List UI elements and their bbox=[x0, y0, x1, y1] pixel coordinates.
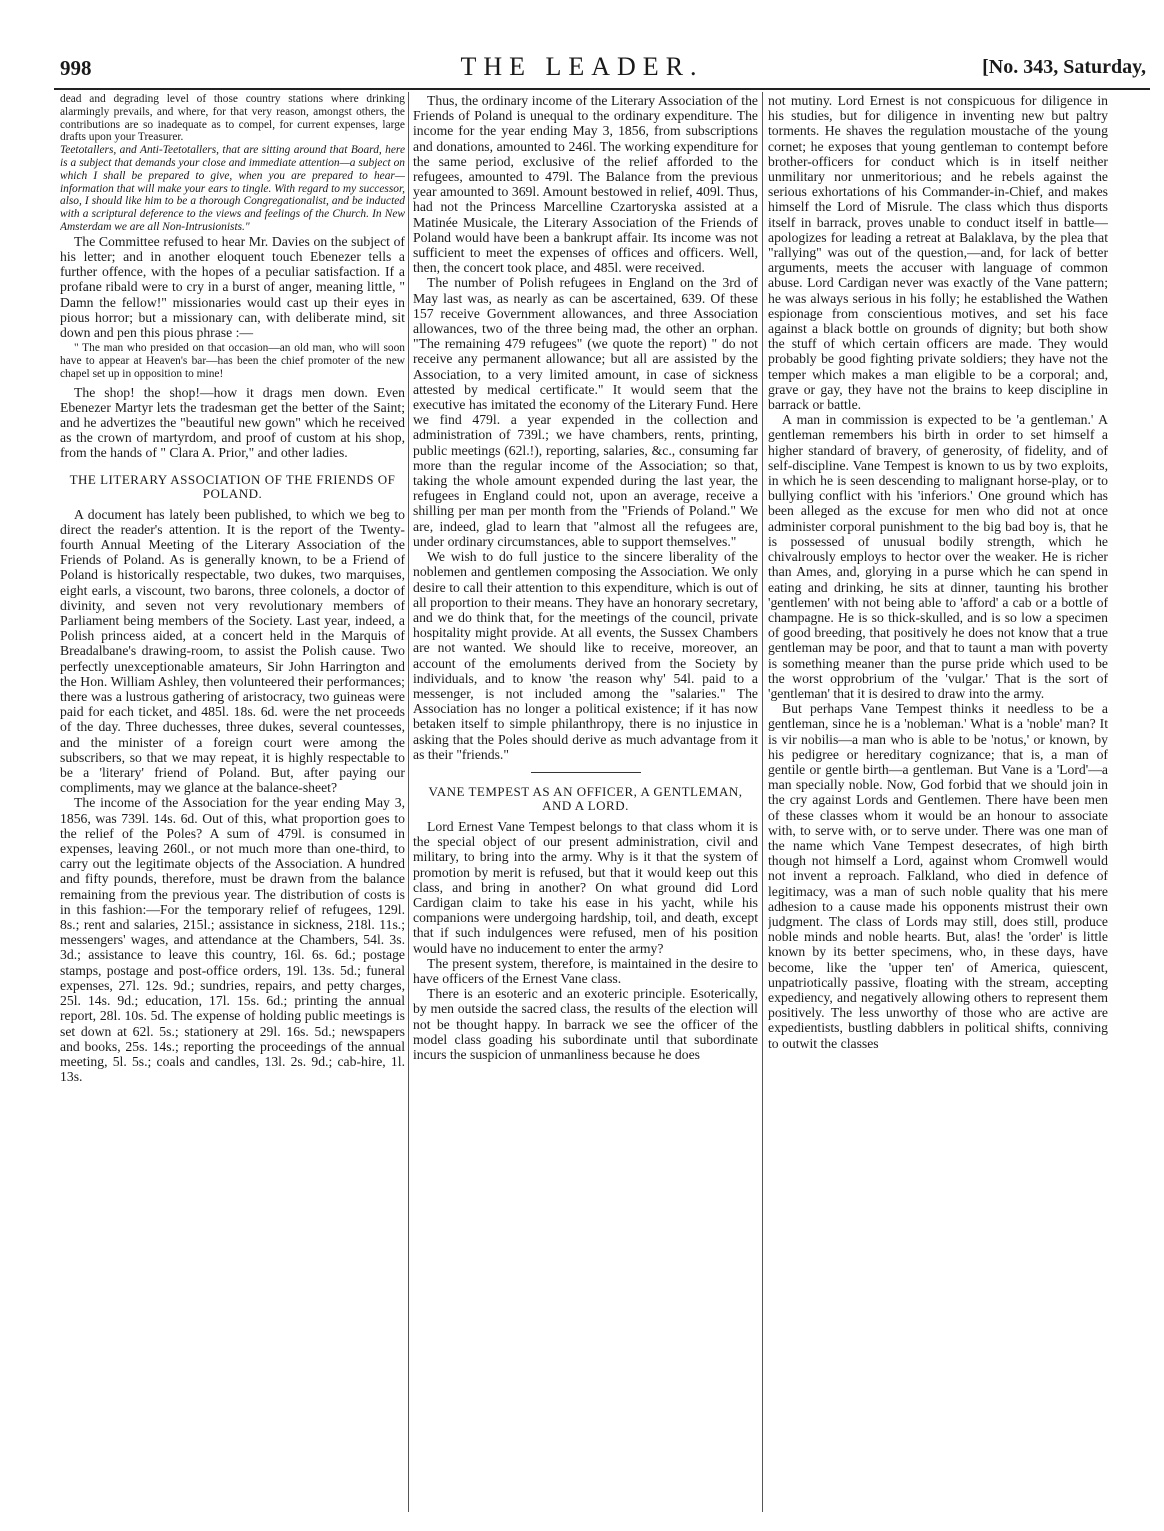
masthead bbox=[0, 0, 1164, 90]
continued-letter-text: dead and degrading level of those country stations where drinking alarmingly prevails, and where, for that very reason, amongst others, the contributions are so inadequate as to compel, for current expenses, large drafts upon your Treasurer. bbox=[60, 93, 405, 144]
paragraph: The Committee refused to hear Mr. Davies on the subject of his letter; and in another eloquent touch Ebenezer tells a further offence, with the hopes of a peculiar satisfaction. If a profane ribald were to cry in a burst of anger, meaning little, " Damn the fellow!" missionaries would cast up their eyes in pious horror; but a missionary can, with deliberate mind, sit down and pen this pious phrase :— bbox=[60, 233, 405, 340]
paragraph: We wish to do full justice to the sincere liberality of the noblemen and gentlemen composing the Association. We only desire to call their attention to this expenditure, which is out of all proportion to their means. They have an honorary secretary, and we do think that, for the meetings of the council, private hospitality might provide. At all events, the Sussex Chambers are not wanted. We should like to receive, moreover, an account of the emoluments derived from the Society by individuals, and to know 'the reason why' 54l. paid to a messenger, is not included among the "salaries." The Association has no longer a political existence; if it has now betaken itself to simple philanthropy, there is no injustice in asking that the Poles should derive as much advantage from it as their "friends." bbox=[413, 549, 758, 762]
newspaper-title: THE LEADER. bbox=[460, 52, 704, 81]
paragraph: The number of Polish refugees in England on the 3rd of May last was, as nearly as can be ascertained, 639. Of these 157 receive Government allowances, and three Association allowances, two of the three being mad, the other an orphan. "The remaining 479 refugees" (we quote the report) " do not receive any permanent allowance; but all are assisted by the Association, to a very limited amount, in case of sickness attested by medical certificate." It would seem that the executive has imitated the economy of the Literary Fund. Here we find 479l. a year expended in the collection and administration of 739l.; we have chambers, rents, printing, public meetings (62l.!), reporting, salaries, &c., consuming far more than the regular income of the Association; so that, taking the whole amount expended during the last year, the refugees in England could not, upon an average, receive a shilling per man per month from the "Friends of Poland." We are, indeed, glad to learn that "almost all the refugees are, under ordinary circumstances, able to support themselves." bbox=[413, 275, 758, 549]
issue-number: [No. 343, Saturday, bbox=[982, 56, 1146, 78]
paragraph: Thus, the ordinary income of the Literary Association of the Friends of Poland is unequal to the ordinary expenditure. The income for the year ending May 3, 1856, from subscriptions and donations, amounted to 246l. The working expenditure for the same period, exclusive of the relief afforded to the refugees, amounted to 479l. The Balance from the previous year amounted to 369l. Amount bestowed in relief, 409l. Thus, had not the Princess Marcelline Czartoryska assisted at a Matinée Musicale, the Literary Association of the Friends of Poland would have been a bankrupt affair. Its income was not sufficient to meet the expenses of offices and officers. Well, then, the concert took place, and 485l. were received. bbox=[413, 93, 758, 276]
column-divider bbox=[762, 92, 763, 1512]
paragraph: A document has lately been published, to which we beg to direct the reader's attention. It is the report of the Twenty-fourth Annual Meeting of the Literary Association of the Friends of Poland. As is generally known, to be a Friend of Poland is historically respectable, two dukes, two marquises, eight earls, a viscount, two barons, three colonels, a doctor of divinity, and seven not very revolutionary members of Parliament being members of the Society. Last year, indeed, a Polish princess aided, at a concert held in the Marquis of Breadalbane's drawing-room, to assist the Polish cause. Two perfectly unexceptionable amateurs, Sir John Harrington and the Hon. William Ashley, then volunteered their performances; there was a lustrous gathering of aristocracy, two guineas were paid for each ticket, and 485l. 18s. 6d. were the net proceeds of the day. Three duchesses, three dukes, several countesses, and the minister of a foreign court were among the subscribers, so that we may repeat, it is highly respectable to be a 'literary' friend of Poland. But, after paying our compliments, may we glance at the balance-sheet? bbox=[60, 506, 405, 796]
paragraph: not mutiny. Lord Ernest is not conspicuous for diligence in his studies, but for diligence in inventing new but paltry torments. He shaves the regulation moustache of the young cornet; he exposes that young gentleman to contempt before brother-officers for conduct which is in itself neither unmilitary nor unmeritorious; and he rebels against the serious exhortations of his Commander-in-Chief, and makes himself the Lord of Misrule. The class which thus disports itself in barrack, proves unable to conduct itself in battle—apologizes for leading a retreat at Balaklava, by the plea that "rallying" was out of the question,—and, for lack of better arguments, meets the accuser with language of common abuse. Lord Cardigan never was exactly of the Vane pattern; he was always serious in his folly; he established the Wathen espionage from conscientious motives, and set his face against a black bottle on grounds of dignity; but both show the stuff of which certain officers are made. They would probably be good fighting private soldiers; they have not the temper which makes a man eligible to be a corporal; and, grave or gay, they have not the brains to keep discipline in barrack or battle. bbox=[768, 93, 1108, 413]
column-3 bbox=[768, 93, 1108, 1513]
article-heading: VANE TEMPEST AS AN OFFICER, A GENTLEMAN, AND A LORD. bbox=[428, 783, 743, 813]
block-quote: " The man who presided on that occasion—an old man, who will soon have to appear at Heaven's bar—has been the chief promoter of the new chapel set up in opposition to mine! bbox=[60, 342, 405, 380]
paragraph: The income of the Association for the year ending May 3, 1856, was 739l. 14s. 6d. Out of this, what proportion goes to the relief of the Poles? A sum of 479l. is consumed in expenses, leaving 260l., or not much more than one-third, to carry out the legitimate objects of the Association. A hundred and fifty pounds, therefore, must be drawn from the balance remaining from the previous year. The distribution of costs is in this fashion:—For the temporary relief of refugees, 129l. 8s.; rent and salaries, 215l.; assistance in sickness, 218l. 11s.; messengers' wages, and attendance at the Chambers, 54l. 3s. 3d.; assistance to leave this country, 16l. 6s. 6d.; postage stamps, postage and post-office orders, 19l. 13s. 5d.; funeral expenses, 27l. 12s. 9d.; sundries, repairs, and petty charges, 25l. 14s. 9d.; education, 17l. 15s. 6d.; printing the annual report, 28l. 10s. 5d. The expense of holding public meetings is set down at 62l. 5s.; stationery at 29l. 16s. 5d.; newspapers and books, 25s. 14s.; reporting the proceedings of the annual meeting, 5l. 5s.; coals and candles, 13l. 2s. 9d.; cab-hire, 1l. 13s. bbox=[60, 795, 405, 1085]
column-2 bbox=[413, 93, 758, 1513]
paragraph: A man in commission is expected to be 'a gentleman.' A gentleman remembers his birth in order to set himself a higher standard of bravery, of generosity, of fidelity, and of self-discipline. Vane Tempest is known to us by two exploits, in which he is seen descending to malignant horse-play, or to bullying conflict with his 'inferiors.' One ground which has been alleged as the excuse for men who did not at once administer corporal punishment to the big bad boy is, that he is possessed of unusual bodily strength, which he chivalrously employs to hector over the weaker. He is richer than Ames, and, glorying in a purse which he can spend in eating and drinking, he sits at dinner, taunting his brother 'gentlemen' with not being able to 'afford' a cab or a bottle of champagne. He is so thick-skulled, and is so low a specimen of good breeding, that positively he does not know that a true gentleman may be poor, and that to taunt a man with poverty is something meaner than the purse pride which used to be the worst opprobrium of the 'vulgar.' That is the sort of 'gentleman' that it is desired to draw into the army. bbox=[768, 412, 1108, 701]
paragraph: But perhaps Vane Tempest thinks it needless to be a gentleman, since he is a 'nobleman.' What is a 'noble' man? It is vir nobilis—a man who is able to be 'notus,' or known, by his pedigree or hereditary cognizance; that is, a man of gentile or gentle birth—a gentleman. But Vane is a 'Lord'—a man specially noble. Now, God forbid that we should join in the cry against Lords and Gentlemen. There have been men of these classes whom it would be an honour to associate with, to serve with, or to serve under. There was one man of the name which Vane Tempest desecrates, of high birth though not himself a Lord, against whom Cromwell would not invent a reproach. Falkland, who died in defence of legitimacy, was a man of such noble quality that his mere adhesion to a cause made his opponents mistrust their own judgment. The class of Lords may still, does still, produce noble minds and noble hearts. But, alas! the 'order' is little known by its better specimens, who, in these days, have become, like the 'upper ten' of America, quiescent, unpatriotically passive, floating with the stream, accepting expediency, and negatively allowing others to represent them positively. The less unworthy of those who are active are expedientists, bustling dabblers in political shifts, conniving to outwit the classes bbox=[768, 701, 1108, 1051]
page-number: 998 bbox=[60, 56, 92, 80]
paragraph: The shop! the shop!—how it drags men down. Even Ebenezer Martyr lets the tradesman get the better of the Saint; and he advertizes the "beautiful new gown" which he received as the crown of martyrdom, and proof of custom at his shop, from the hands of " Clara A. Prior," and other ladies. bbox=[60, 384, 405, 461]
masthead-rule bbox=[54, 88, 1150, 90]
paragraph: The present system, therefore, is maintained in the desire to have officers of the Ernest Vane class. bbox=[413, 955, 758, 986]
column-1 bbox=[60, 93, 405, 1513]
continued-letter-italic: Teetotallers, and Anti-Teetotallers, that are sitting around that Board, here is a subject that demands your close and immediate attention—a subject on which I shall be prepared to give, when you are prepared to hear—information that will make your ears to tingle. With regard to my successor, also, I should like him to be a thorough Congregationalist, and be inducted with a scriptural deference to the views and feelings of the Church. In New Amsterdam we are all Non-Intrusionists." bbox=[60, 144, 405, 233]
article-heading: THE LITERARY ASSOCIATION OF THE FRIENDS OF POLAND. bbox=[69, 471, 396, 501]
article-separator bbox=[531, 772, 641, 773]
column-divider bbox=[408, 92, 409, 1512]
paragraph: Lord Ernest Vane Tempest belongs to that class whom it is the special object of our present administration, civil and military, to bring into the army. Why is it that the system of promotion by merit is refused, but that it would keep out this class, and bring in another? On what ground did Lord Cardigan claim to take his ease in his yacht, while his companions were undergoing hardship, toil, and death, except that if such indulgences were refused, men of his position would have no inducement to enter the army? bbox=[413, 818, 758, 956]
paragraph: There is an esoteric and an exoteric principle. Esoterically, by men outside the sacred class, the results of the election will not be thought happy. In barrack we see the officer of the model class goading his subordinate until that subordinate incurs the suspicion of unmanliness because he does bbox=[413, 986, 758, 1062]
